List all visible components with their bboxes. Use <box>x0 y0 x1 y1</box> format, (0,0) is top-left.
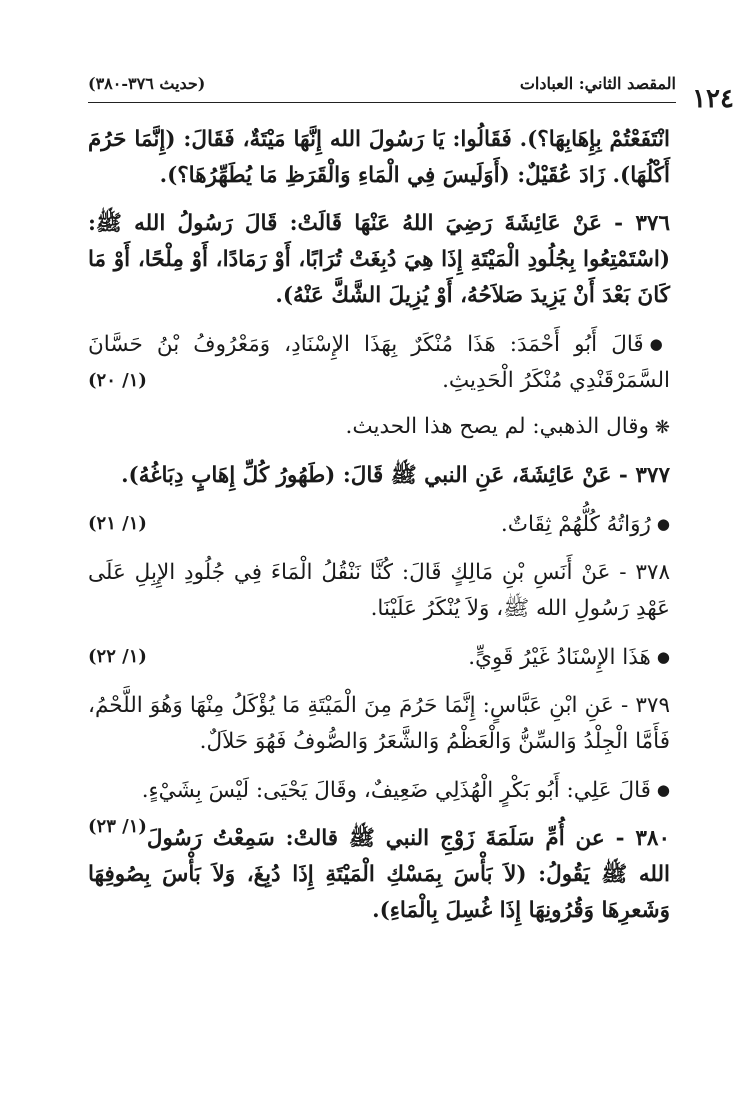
asterisk-icon: ❋ <box>654 417 670 438</box>
commentary-378 <box>88 639 670 676</box>
reference: (١/ ٢١) <box>88 513 147 534</box>
hadith-379 <box>88 688 670 760</box>
reference: (١/ ٢٢) <box>88 646 147 667</box>
paragraph-text: قَالَ أَبُو أَحْمَدَ: هَذَا مُنْكَرٌ بِهَذَا الإِسْنَادِ، وَمَعْرُوفُ بْنُ حَسَّانَ السَّمَرْقَنْدِي مُنْكَرُ الْحَدِيثِ. <box>88 332 670 393</box>
bullet-icon: ● <box>656 515 670 533</box>
running-header <box>88 72 676 103</box>
dhahabi-note-376 <box>88 409 670 446</box>
hadith-380 <box>88 821 670 929</box>
paragraph-text: هَذَا الإِسْنَادُ غَيْرُ قَوِيٍّ. <box>468 645 651 670</box>
paragraph-text: ٣٧٧ - عَنْ عَائِشَةَ، عَنِ النبي ﷺ قَالَ: (طَهُورُ كُلِّ إِهَابٍ دِبَاغُهُ). <box>121 463 670 488</box>
bullet-icon: ● <box>649 335 670 353</box>
hadith-376 <box>88 206 670 314</box>
bullet-icon: ● <box>656 781 670 799</box>
paragraph-text: انْتَفَعْتُمْ بِإِهَابِهَا؟). فَقَالُوا: يَا رَسُولَ الله إِنَّهَا مَيْتَةٌ، فَقَالَ: (إِنَّمَا حَرُمَ أَكْلُهَا). زَادَ عُقَيْلٌ: (أَوَلَيسَ فِي الْمَاءِ وَالْقَرَظِ مَا يُطَهِّرُهَا؟). <box>88 127 670 188</box>
reference: (١/ ٢٠) <box>88 370 147 391</box>
hadith-377 <box>88 458 670 494</box>
bullet-icon: ● <box>656 648 670 666</box>
header-title: المقصد الثاني: العبادات <box>519 74 676 93</box>
hadith-continuation <box>88 122 670 194</box>
commentary-379 <box>88 772 670 837</box>
paragraph-text: ٣٧٨ - عَنْ أَنَسِ بْنِ مَالِكٍ قَالَ: كُنَّا نَنْقُلُ الْمَاءَ فِي جُلُودِ الإِبِلِ عَلَى عَهْدِ رَسُولِ الله ﷺ، وَلاَ يُنْكَرُ عَلَيْنَا. <box>88 560 670 621</box>
paragraph-text: وقال الذهبي: لم يصح هذا الحديث. <box>345 414 649 439</box>
paragraph-text: ٣٧٩ - عَنِ ابْنِ عَبَّاسٍ: إِنَّمَا حَرُمَ مِنَ الْمَيْتَةِ مَا يُؤْكَلُ مِنْهَا وَهُوَ اللَّحْمُ، فَأَمَّا الْجِلْدُ وَالسِّنُّ وَالْعَظْمُ وَالشَّعَرُ وَالصُّوفُ فَهُوَ حَلاَلٌ. <box>88 693 670 754</box>
paragraph-text: رُوَاتُهُ كُلُّهُمْ ثِقَاتٌ. <box>500 512 651 537</box>
commentary-376 <box>88 326 670 399</box>
hadith-378 <box>88 555 670 627</box>
paragraph-text: ٣٨٠ - عن أُمِّ سَلَمَةَ زَوْجِ النبي ﷺ قالتْ: سَمِعْتُ رَسُولَ الله ﷺ يَقُولُ: (لاَ بَأْسَ بِمَسْكِ الْمَيْتَةِ إِذَا دُبِغَ، وَلاَ بَأْسَ بِصُوفِهَا وَشَعرِهَا وَقُرُونِهَا إِذَا غُسِلَ بِالْمَاءِ). <box>88 826 671 923</box>
page-content <box>88 122 670 941</box>
paragraph-text: ٣٧٦ - عَنْ عَائِشَةَ رَضِيَ اللهُ عَنْهَا قَالَتْ: قَالَ رَسُولُ الله ﷺ: (اسْتَمْتِعُوا بِجُلُودِ الْمَيْتَةِ إِذَا هِيَ دُبِغَتْ تُرَابًا، أَوْ رَمَادًا، أَوْ مِلْحًا، أَوْ مَا كَانَ بَعْدَ أَنْ يَزِيدَ صَلاَحُهُ، أَوْ يُزِيلَ الشَّكَّ عَنْهُ). <box>88 211 670 308</box>
reference: (١/ ٢٣) <box>88 816 147 837</box>
header-hadith-range: (حديث ٣٧٦-٣٨٠) <box>88 74 206 93</box>
paragraph-text: قَالَ عَلِي: أَبُو بَكْرٍ الْهُذَلِي ضَعِيفٌ، وقَالَ يَحْيَى: لَيْسَ بِشَيْءٍ. <box>141 778 651 803</box>
commentary-377 <box>88 506 670 543</box>
page-number: ١٢٤ <box>692 84 734 114</box>
